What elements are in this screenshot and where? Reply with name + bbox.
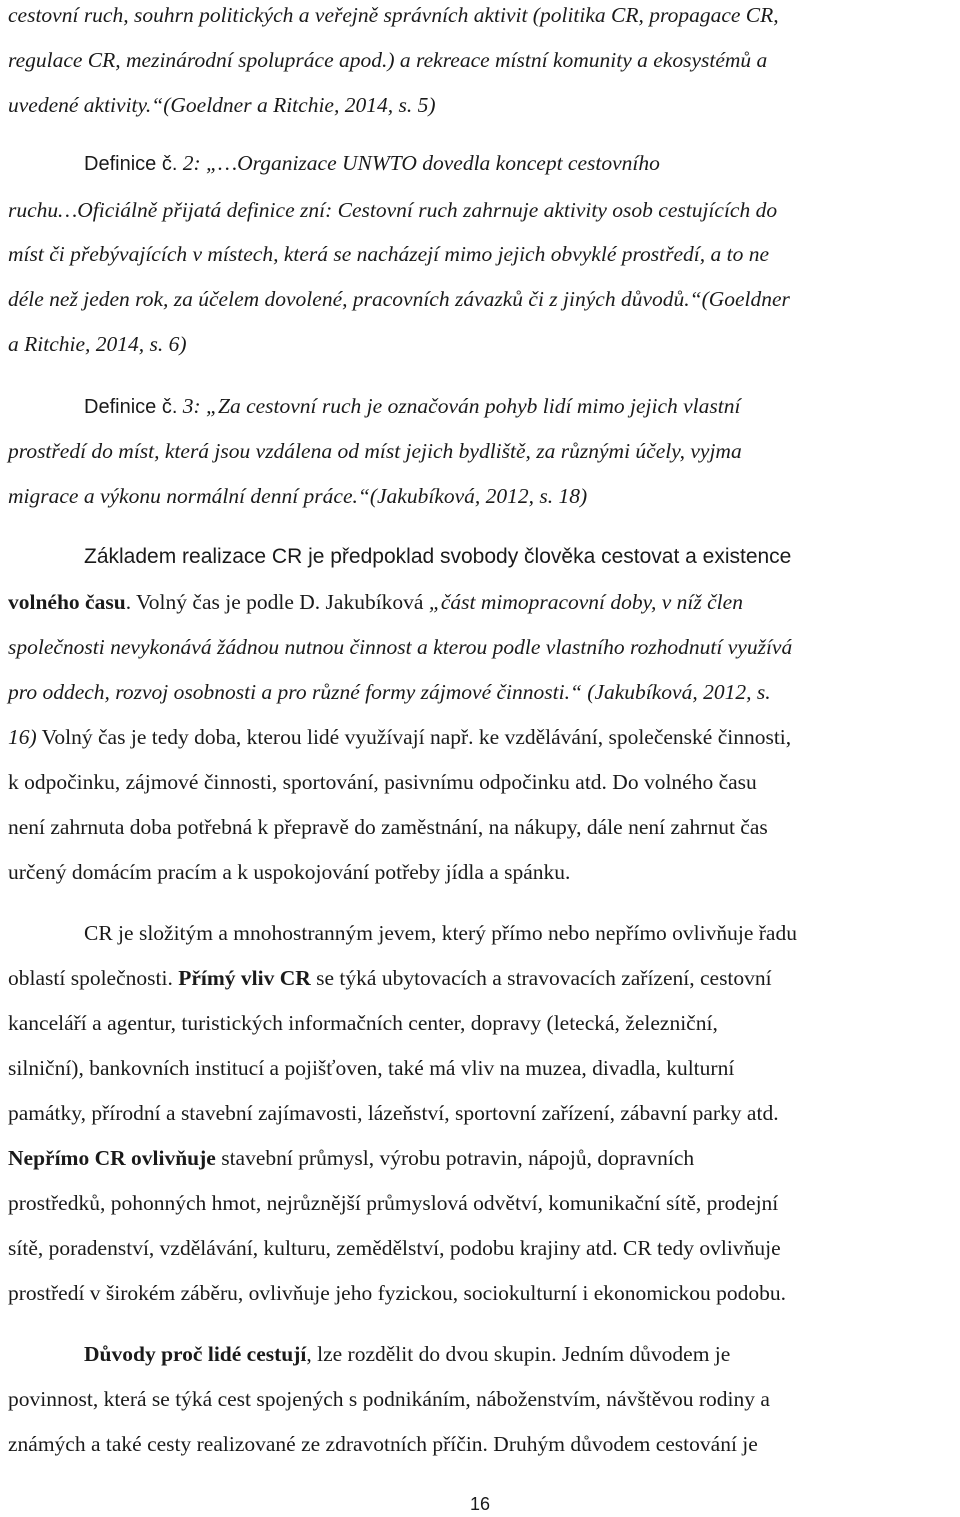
text-line: sítě, poradenství, vzdělávání, kulturu, zemědělství, podobu krajiny atd. CR tedy ovlivňuje bbox=[8, 1236, 781, 1260]
text-line: CR je složitým a mnohostranným jevem, který přímo nebo nepřímo ovlivňuje řadu bbox=[84, 921, 797, 945]
text-line: určený domácím pracím a k uspokojování potřeby jídla a spánku. bbox=[8, 860, 571, 884]
text-line-mixed: Nepřímo CR ovlivňuje stavební průmysl, výrobu potravin, nápojů, dopravních bbox=[8, 1146, 695, 1170]
text-line: prostředí v širokém záběru, ovlivňuje jeho fyzickou, sociokulturní i ekonomickou podobu. bbox=[8, 1281, 787, 1305]
definition-label: Definice č. bbox=[84, 153, 178, 175]
definition-text: 3: „Za cestovní ruch je označován pohyb lidí mimo jejich vlastní bbox=[177, 394, 741, 418]
text-line: společnosti nevykonává žádnou nutnou činnost a kterou podle vlastního rozhodnutí využívá bbox=[8, 635, 793, 659]
text-line: déle než jeden rok, za účelem dovolené, pracovních závazků či z jiných důvodů.“(Goeldner bbox=[8, 287, 790, 311]
text-line: míst či přebývajících v místech, která se nacházejí mimo jejich obvyklé prostředí, a to ne bbox=[8, 242, 770, 266]
text-line: pro oddech, rozvoj osobnosti a pro různé formy zájmové činnosti.“ (Jakubíková, 2012, s. bbox=[8, 680, 771, 704]
text-line: prostředků, pohonných hmot, nejrůznější průmyslová odvětví, komunikační sítě, prodejní bbox=[8, 1191, 779, 1215]
text-line-mixed: volného času. Volný čas je podle D. Jakubíková „část mimopracovní doby, v níž člen bbox=[8, 590, 743, 614]
bold-term: Přímý vliv CR bbox=[178, 966, 311, 990]
text-line: ruchu…Oficiálně přijatá definice zní: Cestovní ruch zahrnuje aktivity osob cestujících do bbox=[8, 198, 778, 222]
text-line: známých a také cesty realizované ze zdravotních příčin. Druhým důvodem cestování je bbox=[8, 1432, 758, 1456]
text-line: památky, přírodní a stavební zajímavosti, lázeňství, sportovní zařízení, zábavní parky atd. bbox=[8, 1101, 779, 1125]
text-line: k odpočinku, zájmové činnosti, sportování, pasivnímu odpočinku atd. Do volného času bbox=[8, 770, 757, 794]
text-line: a Ritchie, 2014, s. 6) bbox=[8, 332, 187, 356]
bold-term: volného času bbox=[8, 590, 126, 614]
document-page bbox=[8, 0, 952, 1517]
definition-3-first-line bbox=[84, 393, 952, 420]
page-number: 16 bbox=[469, 1494, 491, 1514]
text-line: regulace CR, mezinárodní spolupráce apod.) a rekreace místní komunity a ekosystémů a bbox=[8, 48, 768, 72]
text-line: prostředí do míst, která jsou vzdálena od míst jejich bydliště, za různými účely, vyjma bbox=[8, 439, 742, 463]
text-line: silniční), bankovních institucí a pojišťoven, také má vliv na muzea, divadla, kulturní bbox=[8, 1056, 735, 1080]
text-line-mixed: oblastí společnosti. Přímý vliv CR se týká ubytovacích a stravovacích zařízení, cestovní bbox=[8, 966, 772, 990]
text-line: cestovní ruch, souhrn politických a veřejně správních aktivit (politika CR, propagace CR, bbox=[8, 3, 779, 27]
text-line: povinnost, která se týká cest spojených s podnikáním, náboženstvím, návštěvou rodiny a bbox=[8, 1387, 770, 1411]
text-line-mixed: 16) Volný čas je tedy doba, kterou lidé využívají např. ke vzdělávání, společenské činnosti, bbox=[8, 725, 792, 749]
text-line: Základem realizace CR je předpoklad svobody člověka cestovat a existence bbox=[84, 545, 792, 568]
text-line: uvedené aktivity.“(Goeldner a Ritchie, 2014, s. 5) bbox=[8, 93, 436, 117]
bold-term: Důvody proč lidé cestují bbox=[84, 1342, 307, 1366]
text-line: migrace a výkonu normální denní práce.“(Jakubíková, 2012, s. 18) bbox=[8, 484, 588, 508]
text-line: kanceláří a agentur, turistických informačních center, dopravy (letecká, železniční, bbox=[8, 1011, 718, 1035]
definition-label: Definice č. bbox=[84, 396, 178, 418]
definition-text: 2: „…Organizace UNWTO dovedla koncept cestovního bbox=[177, 151, 660, 175]
definition-2-first-line bbox=[84, 150, 952, 177]
bold-term: Nepřímo CR ovlivňuje bbox=[8, 1146, 216, 1170]
text-line: není zahrnuta doba potřebná k přepravě do zaměstnání, na nákupy, dále není zahrnut čas bbox=[8, 815, 768, 839]
text-line-mixed: Důvody proč lidé cestují, lze rozdělit do dvou skupin. Jedním důvodem je bbox=[84, 1342, 731, 1366]
